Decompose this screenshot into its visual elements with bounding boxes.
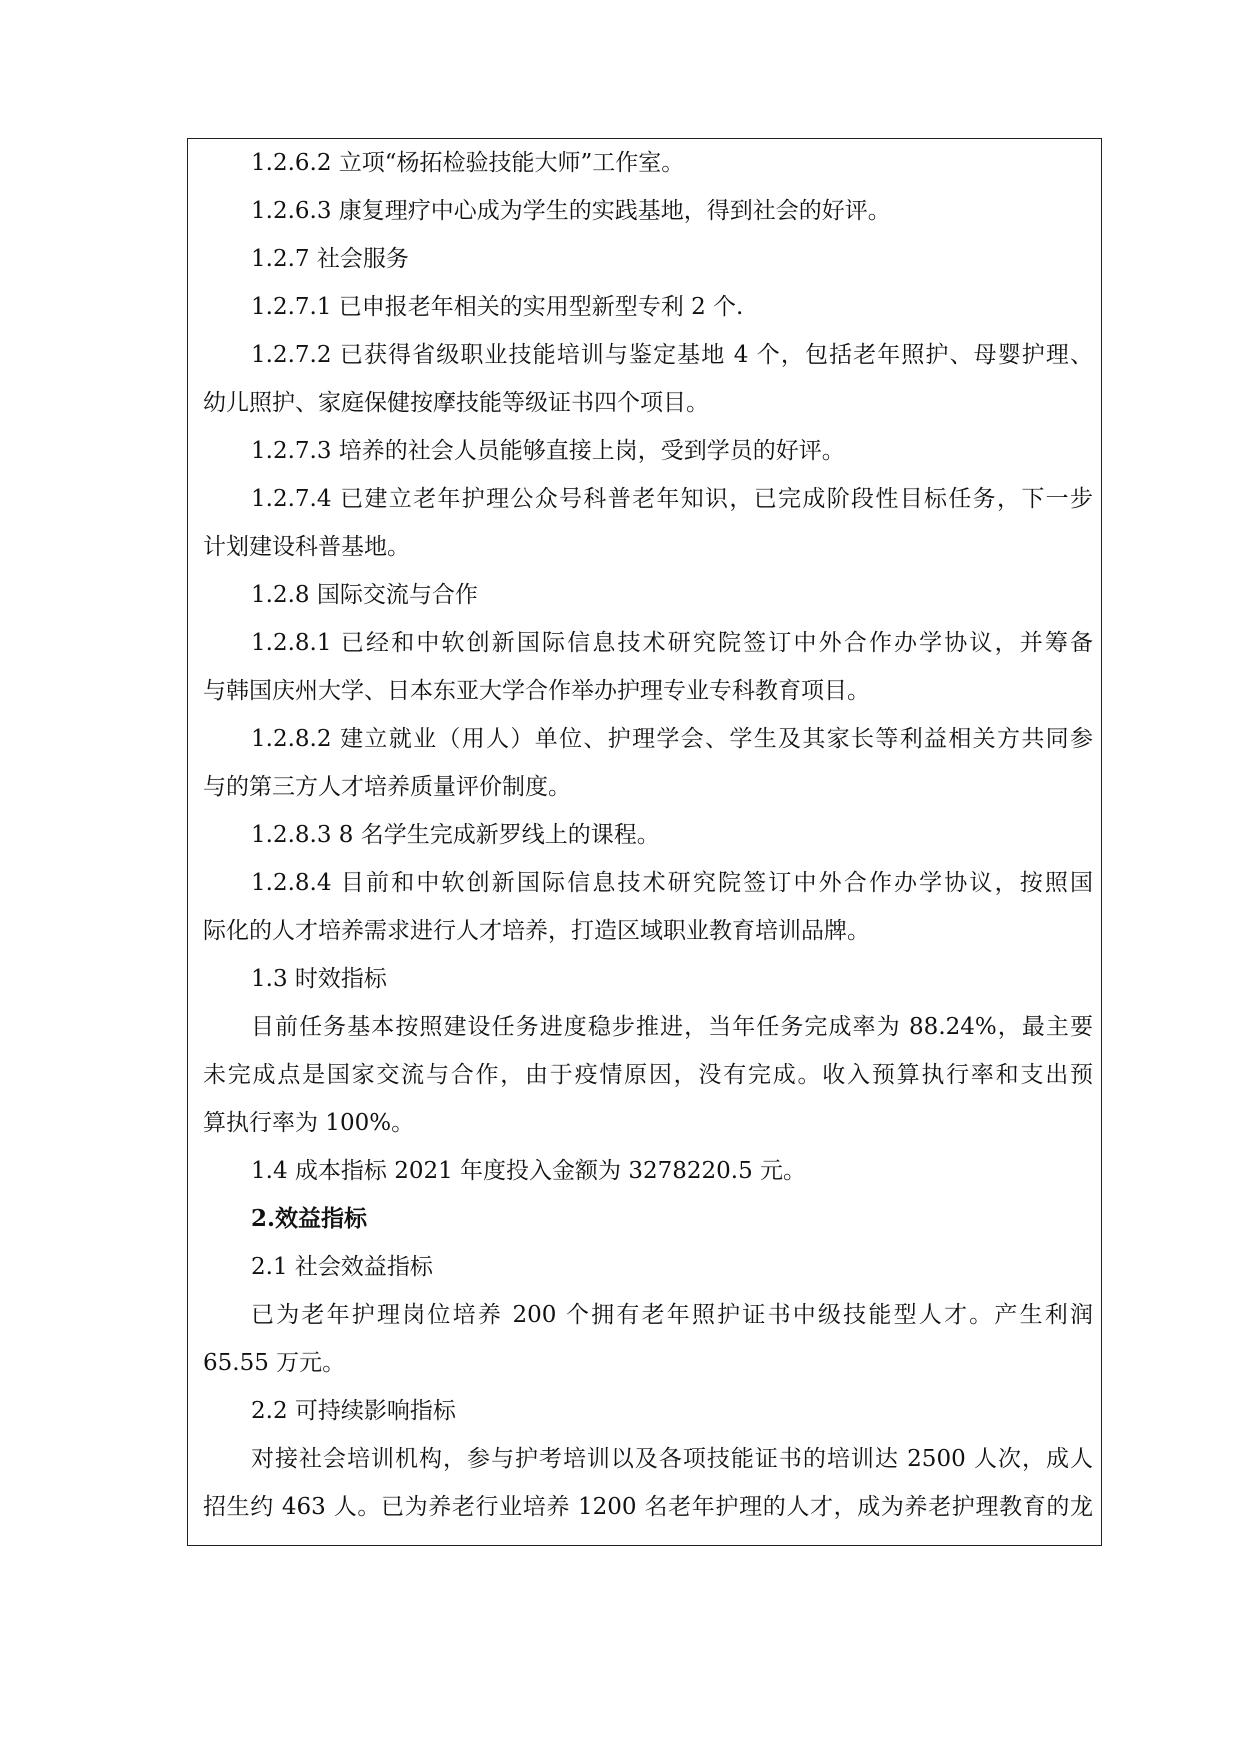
text-line-8: 1.2.7.4 已建立老年护理公众号科普老年知识，已完成阶段性目标任务，下一步: [251, 486, 1093, 512]
text-line-1: 1.2.6.2 立项“杨拓检验技能大师”工作室。: [251, 150, 685, 176]
text-line-24: 2.1 社会效益指标: [251, 1254, 433, 1280]
text-line-14: 与的第三方人才培养质量评价制度。: [203, 774, 571, 800]
table-cell-border: [187, 138, 1102, 1546]
text-line-13: 1.2.8.2 建立就业（用人）单位、护理学会、学生及其家长等利益相关方共同参: [251, 726, 1093, 752]
text-line-3: 1.2.7 社会服务: [251, 246, 409, 272]
text-line-27: 2.2 可持续影响指标: [251, 1398, 456, 1424]
text-line-20: 未完成点是国家交流与合作，由于疫情原因，没有完成。收入预算执行率和支出预: [203, 1062, 1093, 1088]
text-line-2: 1.2.6.3 康复理疗中心成为学生的实践基地，得到社会的好评。: [251, 198, 891, 224]
text-line-7: 1.2.7.3 培养的社会人员能够直接上岗，受到学员的好评。: [251, 438, 845, 464]
text-line-22: 1.4 成本指标 2021 年度投入金额为 3278220.5 元。: [251, 1158, 807, 1184]
text-line-12: 与韩国庆州大学、日本东亚大学合作举办护理专业专科教育项目。: [203, 678, 870, 704]
text-line-25: 已为老年护理岗位培养 200 个拥有老年照护证书中级技能型人才。产生利润: [251, 1302, 1093, 1328]
text-line-11: 1.2.8.1 已经和中软创新国际信息技术研究院签订中外合作办学协议，并筹备: [251, 630, 1093, 656]
text-line-29: 招生约 463 人。已为养老行业培养 1200 名老年护理的人才，成为养老护理教育的龙: [203, 1494, 1093, 1520]
text-line-17: 际化的人才培养需求进行人才培养，打造区域职业教育培训品牌。: [203, 918, 870, 944]
text-line-21: 算执行率为 100%。: [203, 1110, 415, 1136]
text-line-26: 65.55 万元。: [203, 1350, 346, 1376]
text-line-18: 1.3 时效指标: [251, 966, 387, 992]
section-heading: 2.效益指标: [251, 1205, 368, 1232]
text-line-15: 1.2.8.3 8 名学生完成新罗线上的课程。: [251, 822, 660, 848]
text-line-6: 幼儿照护、家庭保健按摩技能等级证书四个项目。: [203, 390, 709, 416]
text-line-16: 1.2.8.4 目前和中软创新国际信息技术研究院签订中外合作办学协议，按照国: [251, 870, 1093, 896]
text-line-4: 1.2.7.1 已申报老年相关的实用型新型专利 2 个.: [251, 294, 744, 320]
text-line-19: 目前任务基本按照建设任务进度稳步推进，当年任务完成率为 88.24%，最主要: [251, 1014, 1093, 1040]
text-line-10: 1.2.8 国际交流与合作: [251, 582, 478, 608]
text-line-5: 1.2.7.2 已获得省级职业技能培训与鉴定基地 4 个，包括老年照护、母婴护理、: [251, 342, 1093, 368]
text-line-28: 对接社会培训机构，参与护考培训以及各项技能证书的培训达 2500 人次，成人: [251, 1446, 1093, 1472]
text-line-9: 计划建设科普基地。: [203, 534, 410, 560]
